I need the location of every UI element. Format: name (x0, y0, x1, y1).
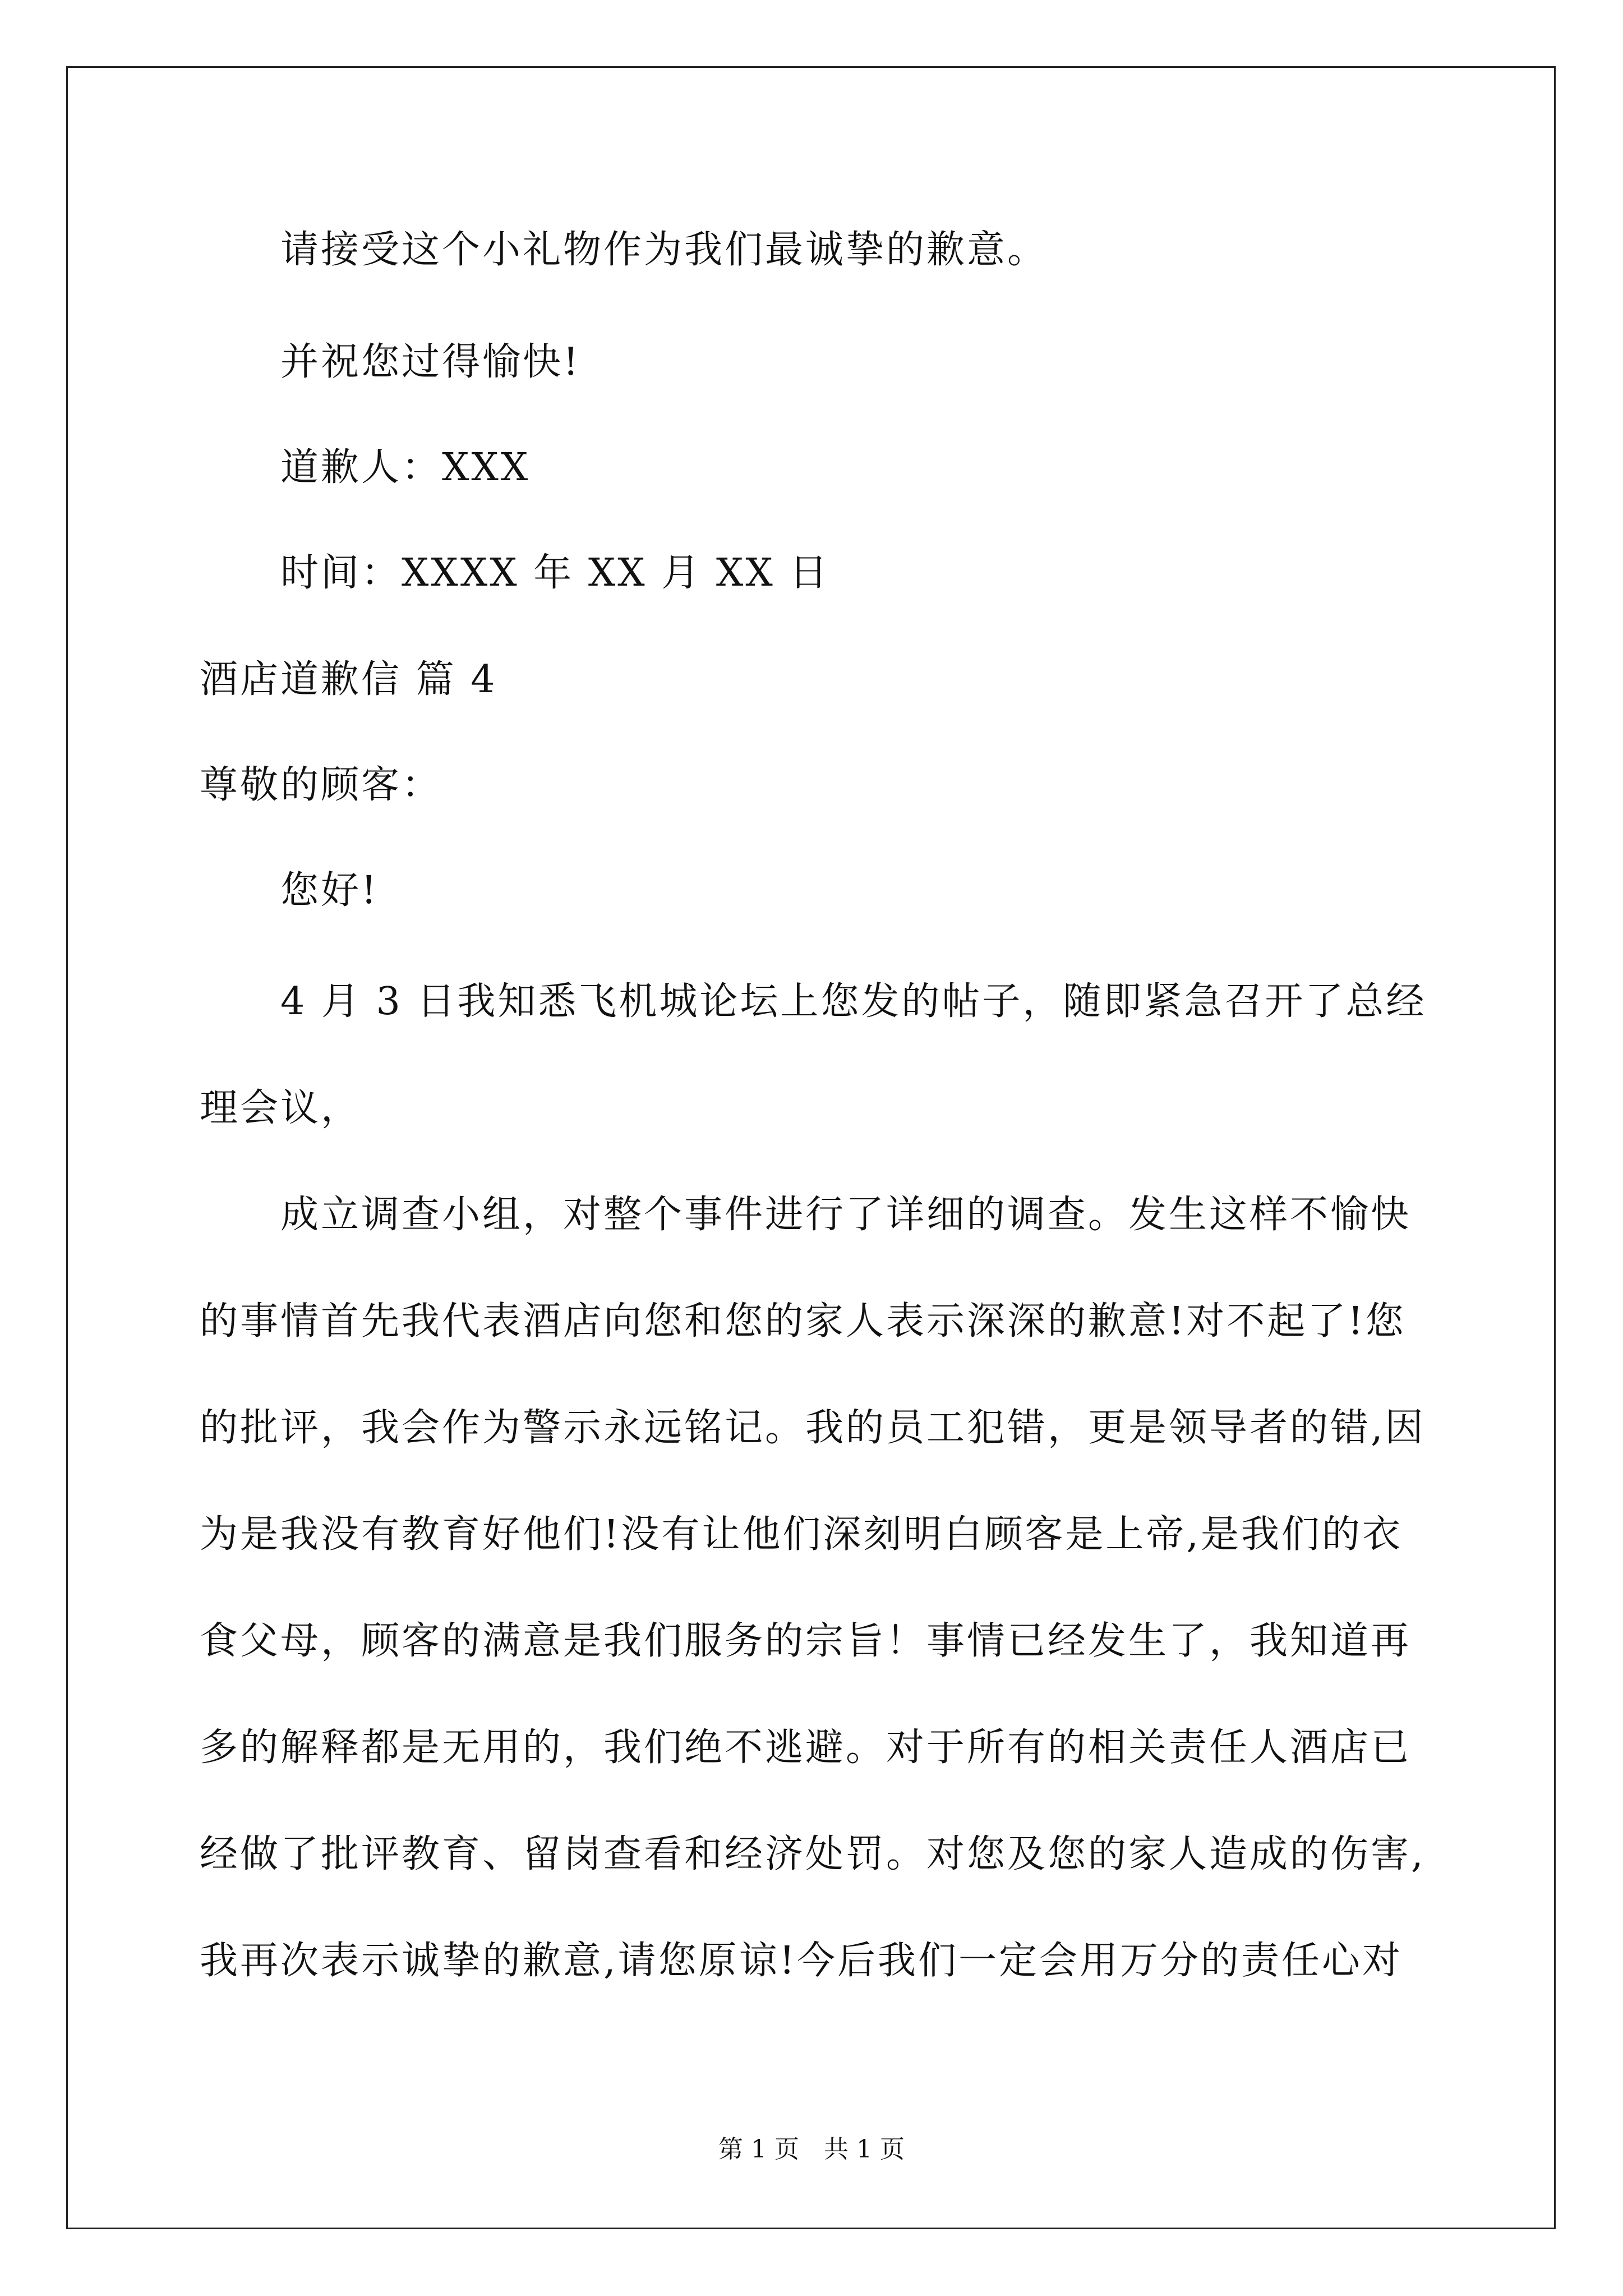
page-number: 第 1 页 共 1 页 (718, 2135, 905, 2164)
text-line: 多的解释都是无用的，我们绝不逃避。对于所有的相关责任人酒店已 (200, 1726, 1412, 1770)
greeting: 您好! (280, 868, 379, 913)
text-line: 食父母，顾客的满意是我们服务的宗旨！事情已经发生了，我知道再 (200, 1619, 1412, 1663)
text-line: 我再次表示诚挚的歉意,请您原谅!今后我们一定会用万分的责任心对 (200, 1939, 1403, 1983)
salutation: 尊敬的顾客： (200, 763, 442, 807)
text-line: 请接受这个小礼物作为我们最诚挚的歉意。 (280, 228, 1048, 272)
text-line: 成立调查小组，对整个事件进行了详细的调查。发生这样不愉快 (280, 1193, 1412, 1237)
text-line: 的事情首先我代表酒店向您和您的家人表示深深的歉意!对不起了!您 (200, 1299, 1406, 1343)
text-line: 理会议， (200, 1086, 362, 1130)
section-heading: 酒店道歉信 篇 4 (200, 657, 497, 702)
text-line: 为是我没有教育好他们!没有让他们深刻明白顾客是上帝,是我们的衣 (200, 1512, 1403, 1557)
text-line: 4 月 3 日我知悉飞机城论坛上您发的帖子，随即紧急召开了总经 (280, 979, 1427, 1024)
text-line: 经做了批评教育、留岗查看和经济处罚。对您及您的家人造成的伤害, (200, 1832, 1426, 1876)
text-line: 的批评，我会作为警示永远铭记。我的员工犯错，更是领导者的错,因 (200, 1406, 1426, 1450)
text-line: 并祝您过得愉快! (280, 340, 581, 384)
text-line: 道歉人：XXX (280, 445, 531, 490)
page-border (66, 66, 1556, 2229)
text-line: 时间：XXXX 年 XX 月 XX 日 (280, 551, 830, 595)
